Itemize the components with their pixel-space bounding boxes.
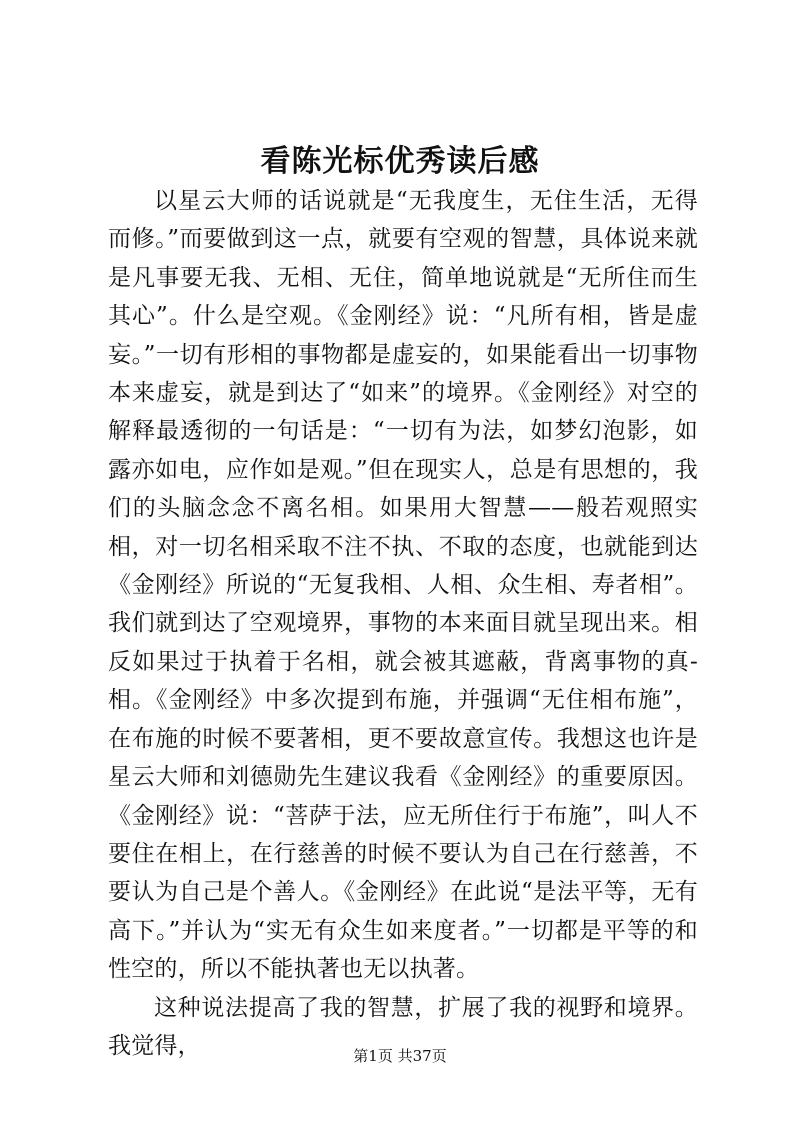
page-footer: 第1页 共37页 bbox=[353, 1047, 447, 1065]
document-title: 看陈光标优秀读后感 bbox=[260, 144, 540, 179]
document-body bbox=[108, 182, 698, 1065]
paragraph-2: 这种说法提高了我的智慧，扩展了我的视野和境界。我觉得， bbox=[108, 994, 698, 1059]
paragraph-1: 以星云大师的话说就是“无我度生，无住生活，无得而修。”而要做到这一点，就要有空观的智慧，具体说来就是凡事要无我、无相、无住，简单地说就是“无所住而生其心”。什么是空观。《金刚经》说：“凡所有相，皆是虚妄。”一切有形相的事物都是虚妄的，如果能看出一切事物本来虚妄，就是到达了“如来”的境界。《金刚经》对空的解释最透彻的一句话是：“一切有为法，如梦幻泡影，如露亦如电，应作如是观。”但在现实人，总是有思想的，我们的头脑念念不离名相。如果用大智慧——般若观照实相，对一切名相采取不注不执、不取的态度，也就能到达《金刚经》所说的“无复我相、人相、众生相、寿者相”。我们就到达了空观境界，事物的本来面目就呈现出来。相反如果过于执着于名相，就会被其遮蔽，背离事物的真-相。《金刚经》中多次提到布施，并强调“无住相布施”，在布施的时候不要著相，更不要故意宣传。我想这也许是星云大师和刘德勋先生建议我看《金刚经》的重要原因。《金刚经》说：“菩萨于法，应无所住行于布施”，叫人不要住在相上，在行慈善的时候不要认为自己在行慈善，不要认为自己是个善人。《金刚经》在此说“是法平等，无有高下。”并认为“实无有众生如来度者。”一切都是平等的和性空的，所以不能执著也无以执著。 bbox=[108, 188, 698, 983]
